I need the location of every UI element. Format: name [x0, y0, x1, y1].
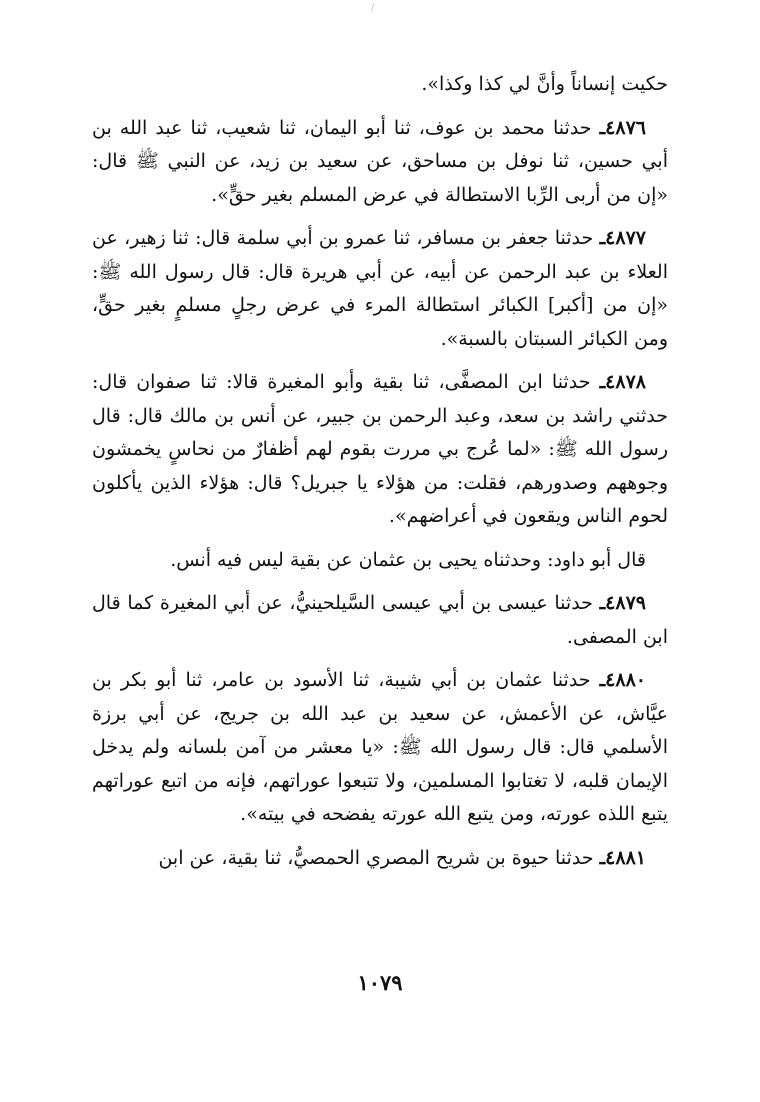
paragraph-continuation	[92, 68, 668, 102]
hadith-text: حدثنا عثمان بن أبي شيبة، ثنا الأسود بن عامر، ثنا أبو بكر بن عيَّاش، عن الأعمش، عن سعيد بن عبد الله بن جريج، عن أبي برزة الأسلمي قال: قال رسول الله ﷺ: «يا معشر من آمن بلسانه ولم يدخل الإيمان قلبه، لا تغتابوا المسلمين، ولا تتبعوا عوراتهم، فإنه من اتبع عوراتهم يتبع اللذه عورته، ومن يتبع الله عورته يفضحه في بيته».	[92, 669, 668, 825]
hadith-number: ٤٨٧٨ـ	[599, 371, 646, 393]
scan-mark	[371, 3, 378, 12]
hadith-text: حدثنا جعفر بن مسافر، ثنا عمرو بن أبي سلمة قال: ثنا زهير، عن العلاء بن عبد الرحمن عن أبيه، عن أبي هريرة قال: قال رسول الله ﷺ: «إن من [أكبر] الكبائر استطالة المرء في عرض رجلٍ مسلمٍ بغير حقٍّ، ومن الكبائر السبتان بالسبة».	[92, 227, 668, 350]
note-text: قال أبو داود: وحدثناه يحيى بن عثمان عن بقية ليس فيه أنس.	[170, 548, 646, 571]
hadith-number: ٤٨٨٠ـ	[599, 669, 646, 691]
hadith-4879	[92, 587, 668, 654]
hadith-number: ٤٨٧٦ـ	[599, 116, 646, 139]
page-number: ١٠٧٩	[357, 970, 403, 995]
hadith-number: ٤٨٧٩ـ	[599, 592, 646, 614]
hadith-text: حدثنا عيسى بن أبي عيسى السَّيلحينيُّ، عن أبي المغيرة كما قال ابن المصفى.	[92, 592, 668, 648]
hadith-4877	[92, 222, 668, 356]
hadith-4880	[92, 664, 668, 832]
hadith-number: ٤٨٨١ـ	[599, 846, 646, 869]
hadith-4881	[92, 842, 668, 876]
paragraph-text: حكيت إنساناً وأنَّ لي كذا وكذا».	[421, 73, 668, 95]
abu-dawud-note	[92, 544, 668, 578]
hadith-number: ٤٨٧٧ـ	[599, 227, 646, 249]
hadith-text: حدثنا حيوة بن شريح المصري الحمصيُّ، ثنا بقية، عن ابن	[158, 846, 594, 869]
hadith-text: حدثنا محمد بن عوف، ثنا أبو اليمان، ثنا شعيب، ثنا عبد الله بن أبي حسين، ثنا نوفل بن مساحق، عن سعيد بن زيد، عن النبي ﷺ قال: «إن من أربى الرِّبا الاستطالة في عرض المسلم بغير حقٍّ».	[92, 116, 668, 206]
hadith-4878	[92, 366, 668, 534]
hadith-text: حدثنا ابن المصفَّى، ثنا بقية وأبو المغيرة قالا: ثنا صفوان قال: حدثني راشد بن سعد، وعبد الرحمن بن جبير، عن أنس بن مالك قال: قال رسول الله ﷺ: «لما عُرج بي مررت بقوم لهم أظفارٌ من نحاسٍ يخمشون وجوههم وصدورهم، فقلت: من هؤلاء يا جبريل؟ قال: هؤلاء الذين يأكلون لحوم الناس ويقعون في أعراضهم».	[92, 371, 668, 527]
text-body	[92, 68, 668, 875]
hadith-4876	[92, 112, 668, 213]
